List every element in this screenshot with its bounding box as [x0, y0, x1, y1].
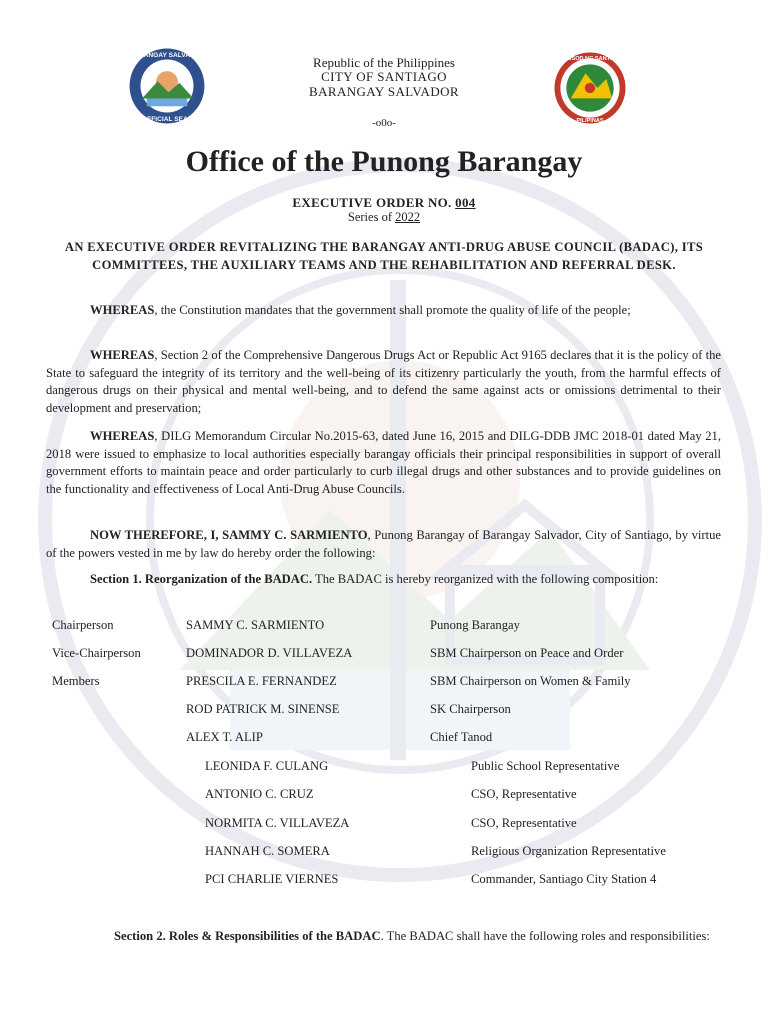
section-1-heading: Section 1. Reorganization of the BADAC. [90, 572, 313, 586]
whereas-text: , the Constitution mandates that the government shall promote the quality of life of the people; [154, 303, 631, 317]
section-2 [114, 928, 721, 946]
eo-label: EXECUTIVE ORDER NO. [292, 195, 452, 210]
member-position: Religious Organization Representative [471, 844, 666, 858]
member-position: CSO, Representative [471, 787, 577, 801]
member-name: ALEX T. ALIP [186, 730, 263, 744]
other-member-row [0, 816, 768, 836]
now-therefore-paragraph [46, 527, 721, 562]
composition-row [0, 618, 768, 638]
section-1-text: The BADAC is hereby reorganized with the following composition: [312, 572, 659, 586]
member-position: SK Chairperson [430, 702, 511, 716]
whereas-lead: WHEREAS [90, 303, 155, 317]
eo-number: 004 [455, 195, 476, 210]
now-therefore-lead: NOW THEREFORE, I, SAMMY C. SARMIENTO [90, 528, 368, 542]
other-member-row [0, 872, 768, 892]
seal-right-bottom-text: PILIPINAS [576, 118, 604, 125]
whereas-paragraph-3 [46, 428, 721, 498]
member-position: Public School Representative [471, 759, 620, 773]
section-1 [90, 571, 721, 589]
whereas-paragraph-1 [46, 302, 721, 320]
member-name: PRESCILA E. FERNANDEZ [186, 674, 337, 688]
role: Members [52, 674, 100, 688]
series-label: Series of [347, 210, 392, 224]
series-line [0, 210, 768, 225]
executive-order-number [0, 195, 768, 211]
composition-row [0, 730, 768, 750]
composition-row [0, 674, 768, 694]
role: Chairperson [52, 618, 114, 632]
whereas-lead: WHEREAS [90, 429, 155, 443]
member-position: CSO, Representative [471, 816, 577, 830]
composition-row [0, 646, 768, 666]
seal-left-top-text: BARANGAY SALVADOR [129, 52, 205, 60]
composition-row [0, 702, 768, 722]
member-name: SAMMY C. SARMIENTO [186, 618, 325, 632]
member-position: SBM Chairperson on Women & Family [430, 674, 631, 688]
member-name: NORMITA C. VILLAVEZA [205, 816, 350, 830]
other-member-row [0, 844, 768, 864]
section-2-text: . The BADAC shall have the following roles and responsibilities: [380, 929, 710, 943]
whereas-lead: WHEREAS [90, 348, 155, 362]
barangay-line: BARANGAY SALVADOR [309, 84, 459, 99]
now-therefore-text: , Punong Barangay of Barangay Salvador, City of Santiago, by virtue of the powers vested in me by law do hereby order the following: [46, 528, 722, 560]
member-name: DOMINADOR D. VILLAVEZA [186, 646, 353, 660]
whereas-paragraph-2 [46, 347, 721, 417]
other-member-row [0, 759, 768, 779]
member-name: LEONIDA F. CULANG [205, 759, 329, 773]
section-2-heading: Section 2. Roles & Responsibilities of the BADAC [114, 929, 381, 943]
member-position: Punong Barangay [430, 618, 520, 632]
series-year: 2022 [395, 210, 421, 224]
seal-left-bottom-text: OFFICIAL SEAL [142, 116, 192, 124]
role: Vice-Chairperson [52, 646, 141, 660]
member-name: PCI CHARLIE VIERNES [205, 872, 339, 886]
member-position: SBM Chairperson on Peace and Order [430, 646, 624, 660]
member-name: ROD PATRICK M. SINENSE [186, 702, 340, 716]
whereas-text: , Section 2 of the Comprehensive Dangerous Drugs Act or Republic Act 9165 declares that it is the policy of the State to safeguard the integrity of its territory and the well-being of its citizenry particularly the youth, from the harmful effects of dangerous drugs on their physical and mental well-being, and to defend the same against acts or omissions detrimental to their development and preservation; [46, 348, 721, 415]
office-title: Office of the Punong Barangay [185, 145, 583, 178]
member-name: ANTONIO C. CRUZ [205, 787, 314, 801]
other-member-row [0, 787, 768, 807]
member-position: Commander, Santiago City Station 4 [471, 872, 657, 886]
city-line: CITY OF SANTIAGO [321, 69, 447, 84]
header-separator: -o0o- [372, 117, 396, 129]
seal-right-top-text: LUNGSOD NG SANTIAGO [555, 55, 625, 62]
whereas-text: , DILG Memorandum Circular No.2015-63, dated June 16, 2015 and DILG-DDB JMC 2018-01 dated May 21, 2018 were issued to emphasize to local authorities especially barangay officials their principal responsibilities in support of overall government efforts to maintain peace and order particularly to curb illegal drugs and other substances and to provide guidelines on the functionality and effectiveness of Local Anti-Drug Abuse Councils. [46, 429, 721, 496]
republic-line: Republic of the Philippines [313, 55, 455, 70]
member-position: Chief Tanod [430, 730, 493, 744]
order-title: AN EXECUTIVE ORDER REVITALIZING THE BARANGAY ANTI-DRUG ABUSE COUNCIL (BADAC), ITS COMMITTEES, THE AUXILIARY TEAMS AND THE REHABILITATION AND REFERRAL DESK. [64, 240, 704, 272]
member-name: HANNAH C. SOMERA [205, 844, 330, 858]
